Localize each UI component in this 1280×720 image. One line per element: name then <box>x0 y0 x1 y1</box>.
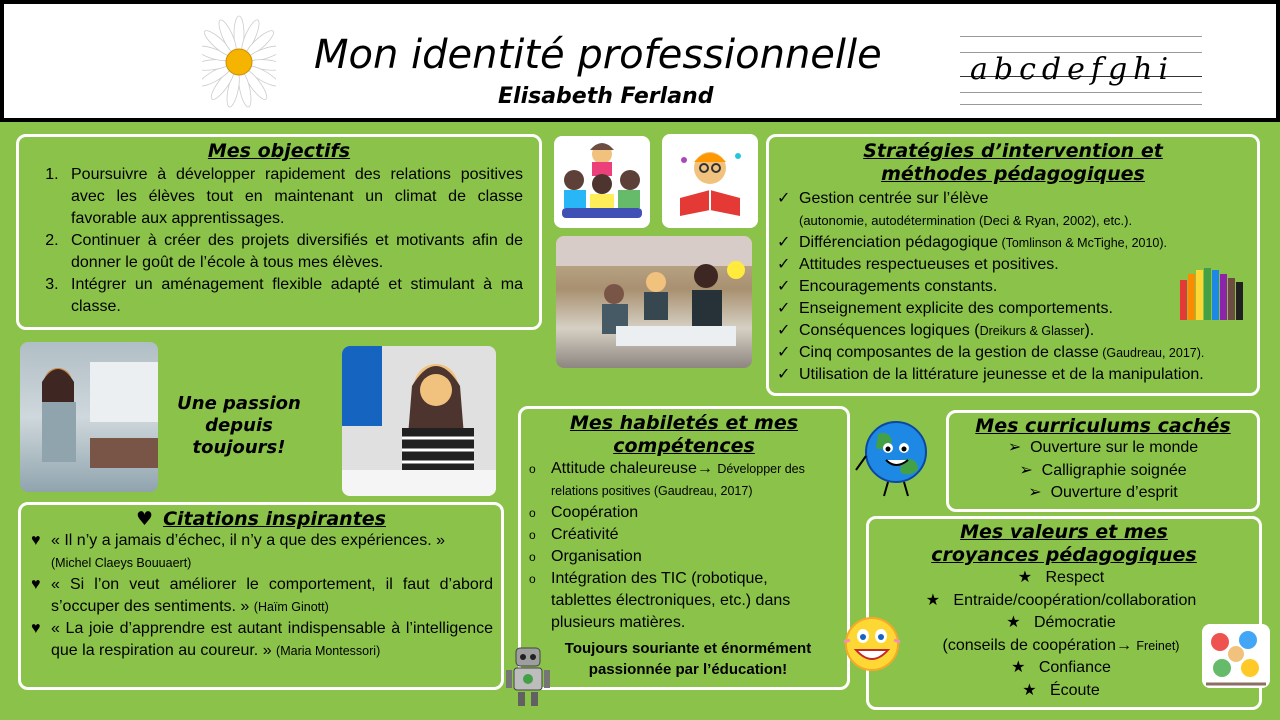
value-item: ★ Démocratie <box>1006 614 1116 631</box>
checkmark-icon: ✓ <box>777 256 791 273</box>
strategy-item: (autonomie, autodétermination (Deci & Ryan, 2002), etc.). <box>799 213 1133 228</box>
curriculums-panel <box>946 410 1260 512</box>
objectif-item: 3. Intégrer un aménagement flexible adapté et stimulant à ma classe. <box>63 274 523 318</box>
skill-item: o Créativité <box>521 524 827 546</box>
checkmark-icon: ✓ <box>777 322 791 339</box>
heart-icon: ♥ <box>136 508 154 530</box>
skill-item: o Organisation <box>521 546 827 568</box>
value-item: (conseils de coopération→ Freinet) <box>942 636 1180 654</box>
arrow-bullet-icon: ➢ <box>1028 484 1051 501</box>
circle-bullet-icon: o <box>529 506 536 520</box>
star-icon: ★ <box>1017 569 1046 586</box>
citations-panel <box>18 502 504 690</box>
skill-item: o Intégration des TIC (robotique, tablettes électroniques, etc.) dans plusieurs matières. <box>529 570 791 631</box>
reading-boy-illustration <box>662 134 758 228</box>
objectif-item: 1. Poursuivre à développer rapidement des relations positives avec les élèves tout en maintenant un climat de classe favorable aux apprentissages. <box>63 164 523 230</box>
header-bar <box>0 0 1280 122</box>
strategies-title: Stratégies d’intervention et méthodes pédagogiques <box>863 140 1163 185</box>
robot-icon <box>504 644 552 708</box>
curriculum-item: ➢ Ouverture d’esprit <box>1028 484 1178 501</box>
star-icon: ★ <box>925 591 954 609</box>
objectifs-list <box>19 164 523 318</box>
value-item: ★ Entraide/coopération/collaboration <box>925 591 1197 609</box>
star-icon: ★ <box>1011 659 1039 676</box>
checkmark-icon: ✓ <box>777 344 791 361</box>
strategy-item: ✓ Attitudes respectueuses et positives. <box>769 254 1257 276</box>
habiletes-footer: Toujours souriante et énormément passionnée par l’éducation! <box>564 640 812 678</box>
girl-child-photo <box>20 342 158 492</box>
objectifs-title: Mes objectifs <box>207 140 351 162</box>
strategy-item: ✓ Enseignement explicite des comportements. <box>769 298 1257 320</box>
circle-bullet-icon: o <box>529 550 536 564</box>
circle-bullet-icon: o <box>529 572 536 586</box>
author-name: Elisabeth Ferland <box>498 84 714 109</box>
earth-icon <box>852 412 936 498</box>
objectif-item: 2. Continuer à créer des projets diversifiés et motivants afin de donner le goût de l’école à tous mes élèves. <box>63 230 523 274</box>
habiletes-panel <box>518 406 850 690</box>
valeurs-list <box>869 567 1253 702</box>
curriculum-item: ➢ Calligraphie soignée <box>1019 461 1187 479</box>
strategy-item: ✓ Cinq composantes de la gestion de classe (Gaudreau, 2017). <box>769 342 1257 364</box>
strategy-item: ✓ Utilisation de la littérature jeunesse et de la manipulation. <box>769 364 1257 386</box>
value-item: ★ Écoute <box>1022 681 1100 699</box>
curriculum-item: ➢ Ouverture sur le monde <box>1007 439 1199 456</box>
citations-title: ♥ Citations inspirantes <box>136 508 386 530</box>
checkmark-icon: ✓ <box>777 234 791 251</box>
star-icon: ★ <box>1022 681 1050 699</box>
teacher-photo <box>342 346 496 496</box>
page-title: Mon identité professionnelle <box>314 32 882 78</box>
smiley-face-icon <box>840 612 904 676</box>
checkmark-icon: ✓ <box>777 366 791 383</box>
circle-bullet-icon: o <box>529 462 536 476</box>
checkmark-icon: ✓ <box>777 190 791 207</box>
crayons-icon <box>1176 262 1248 324</box>
strategy-item: ✓ Conséquences logiques (Dreikurs & Glasser). <box>769 320 1257 342</box>
strategy-item: ✓ Encouragements constants. <box>769 276 1257 298</box>
strategy-item: ✓ Différenciation pédagogique (Tomlinson & McTighe, 2010). <box>769 232 1257 254</box>
quote-item: ♥ « Il n’y a jamais d’échec, il n’y a que des expériences. » (Michel Claeys Bouuaert) <box>31 532 445 570</box>
value-item: ★ Respect <box>1017 569 1105 586</box>
skill-item: o Coopération <box>521 502 827 524</box>
citations-list <box>21 530 493 662</box>
passion-text: Une passion depuis toujours! <box>177 393 301 458</box>
arrow-bullet-icon: ➢ <box>1019 461 1042 479</box>
circle-bullet-icon: o <box>529 528 536 542</box>
valeurs-title: Mes valeurs et mes croyances pédagogiques <box>931 521 1197 566</box>
header-panel <box>4 4 1276 118</box>
quote-item: ♥ « La joie d’apprendre est autant indispensable à l’intelligence que la respiration au coureur. » (Maria Montessori) <box>31 620 493 659</box>
heart-icon: ♥ <box>31 532 41 549</box>
kids-collage-illustration <box>1202 624 1270 688</box>
curriculums-list <box>949 437 1257 505</box>
arrow-bullet-icon: ➢ <box>1007 439 1031 456</box>
quote-item: ♥ « Si l’on veut améliorer le comportement, il faut d’abord s’occuper des sentiments. » (Haïm Ginott) <box>31 576 493 615</box>
handwriting-lines <box>960 32 1202 108</box>
star-icon: ★ <box>1006 614 1034 631</box>
alphabet-text: abcdefghi <box>970 52 1175 87</box>
checkmark-icon: ✓ <box>777 300 791 317</box>
objectifs-panel <box>16 134 542 330</box>
heart-icon: ♥ <box>31 576 41 593</box>
skill-item: o Attitude chaleureuse→ Développer des relations positives (Gaudreau, 2017) <box>529 460 805 498</box>
classroom-photo <box>556 236 752 368</box>
curriculums-title: Mes curriculums cachés <box>975 415 1231 437</box>
habiletes-list <box>521 458 827 634</box>
habiletes-title: Mes habiletés et mes compétences <box>569 412 799 457</box>
strategy-item: ✓ Gestion centrée sur l’élève <box>769 188 1257 210</box>
heart-icon: ♥ <box>31 620 41 637</box>
checkmark-icon: ✓ <box>777 278 791 295</box>
value-item: ★ Confiance <box>1011 659 1111 676</box>
daisy-flower-icon <box>202 14 276 110</box>
children-reading-illustration <box>554 136 650 228</box>
